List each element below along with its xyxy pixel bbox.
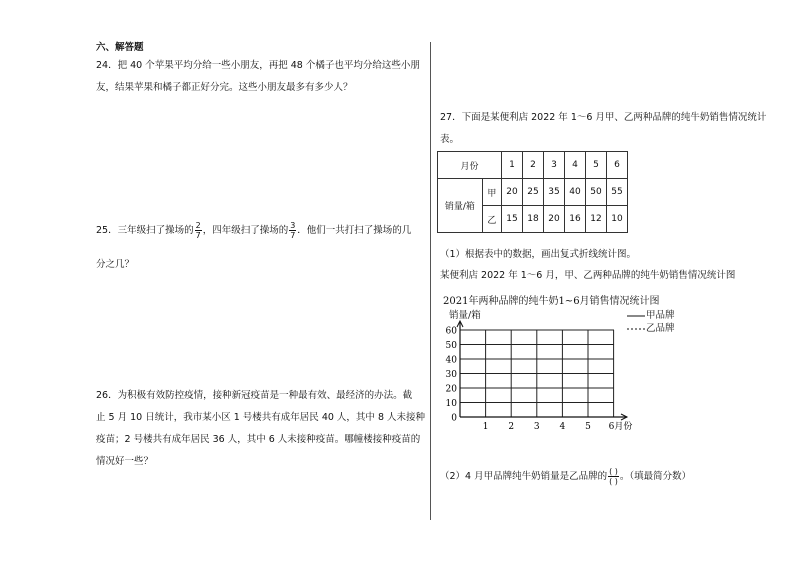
answer-denominator: ( )	[609, 477, 618, 486]
y-tick-label: 50	[445, 341, 457, 351]
x-tick-label: 5	[585, 422, 591, 432]
q27-part2-before: （2）4 月甲品牌纯牛奶销量是乙品牌的	[440, 471, 608, 482]
table-brand-cell: 乙	[482, 206, 501, 233]
q25-text-middle: ，四年级扫了操场的	[202, 225, 289, 236]
q25-frac2-denominator: 7	[290, 231, 296, 240]
section-title: 六、解答题	[96, 42, 144, 53]
chart-ylabel: 销量/箱	[449, 310, 481, 321]
legend-label-jia: 甲品牌	[646, 310, 675, 321]
q24-line2: 友，结果苹果和橘子都正好分完。这些小朋友最多有多少人？	[96, 82, 353, 93]
chart-caption: 某便利店 2022 年 1～6 月，甲、乙两种品牌的纯牛奶销售情况统计图	[440, 270, 736, 281]
q27-line2: 表。	[440, 134, 460, 145]
q25-frac2-numerator: 3	[290, 221, 296, 230]
answer-numerator: ( )	[609, 467, 618, 476]
q27-line1: 27．下面是某便利店 2022 年 1～6 月甲、乙两种品牌的纯牛奶销售情况统计	[440, 112, 767, 123]
q26-line2: 止 5 月 10 日统计，我市某小区 1 号楼共有成年居民 40 人，其中 8 人未接种	[96, 412, 426, 423]
q25-text-after: ．他们一共打扫了操场的几	[297, 225, 412, 236]
table-month-cell: 3	[544, 152, 565, 179]
table-brand-cell: 甲	[482, 179, 501, 206]
y-tick-label: 40	[445, 355, 457, 366]
y-tick-label: 10	[445, 399, 457, 409]
q25-frac1-denominator: 7	[195, 231, 201, 240]
y-tick-label: 20	[445, 384, 457, 395]
x-tick-label-last: 6月份	[608, 422, 633, 432]
answer-fraction	[608, 467, 619, 486]
table-value-cell: 15	[502, 206, 523, 233]
table-month-cell: 6	[607, 152, 628, 179]
table-value-cell: 40	[565, 179, 586, 206]
q27-part1: （1）根据表中的数据，画出复式折线统计图。	[440, 249, 637, 260]
q27-part2-after: 。（填最简分数）	[619, 471, 692, 482]
table-month-cell: 5	[586, 152, 607, 179]
table-value-cell: 20	[544, 206, 565, 233]
q26-line3: 疫苗；2 号楼共有成年居民 36 人，其中 6 人未接种疫苗。哪幢楼接种疫苗的	[96, 434, 421, 445]
q25-line2: 分之几？	[96, 259, 135, 270]
y-tick-label: 60	[445, 326, 457, 337]
table-value-cell: 16	[565, 206, 586, 233]
x-tick-label: 4	[559, 422, 566, 432]
x-tick-label: 3	[533, 422, 540, 432]
q26-line1: 26．为积极有效防控疫情，接种新冠疫苗是一种最有效、最经济的办法。截	[96, 390, 413, 401]
table-value-cell: 12	[586, 206, 607, 233]
legend-label-yi: 乙品牌	[646, 323, 675, 334]
table-value-cell: 18	[523, 206, 544, 233]
table-value-cell: 20	[502, 179, 523, 206]
table-month-cell: 2	[523, 152, 544, 179]
x-tick-label: 1	[482, 422, 489, 432]
x-tick-label: 2	[508, 422, 515, 432]
y-tick-label: 30	[445, 370, 457, 380]
q24-line1: 24．把 40 个苹果平均分给一些小朋友，再把 48 个橘子也平均分给这些小朋	[96, 60, 420, 71]
table-month-cell: 1	[502, 152, 523, 179]
table-value-cell: 10	[607, 206, 628, 233]
table-value-cell: 35	[544, 179, 565, 206]
chart-title: 2021年两种品牌的纯牛奶1~6月销售情况统计图	[443, 296, 660, 307]
table-value-cell: 50	[586, 179, 607, 206]
table-value-cell: 55	[607, 179, 628, 206]
q25-frac1-numerator: 2	[195, 221, 201, 230]
table-header-sales: 销量/箱	[438, 179, 483, 233]
q25-text-before: 25．三年级扫了操场的	[96, 225, 194, 236]
table-month-cell: 4	[565, 152, 586, 179]
table-header-month: 月份	[438, 152, 502, 179]
table-value-cell: 25	[523, 179, 544, 206]
y-tick-label: 0	[451, 413, 457, 424]
q27-part2	[440, 467, 691, 487]
q26-line4: 情况好一些？	[96, 456, 154, 467]
